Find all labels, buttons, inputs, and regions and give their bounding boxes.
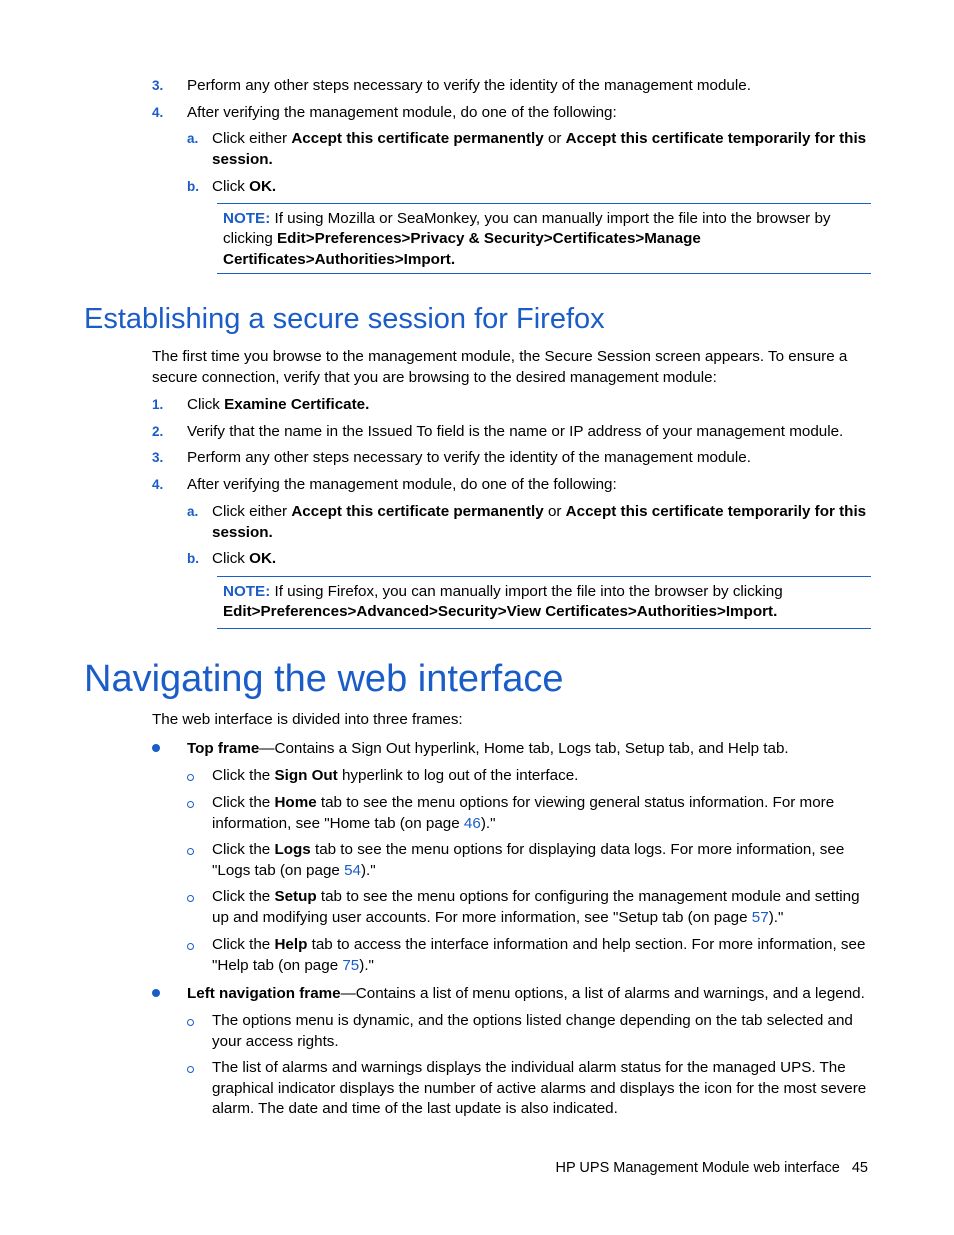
note-label: NOTE: bbox=[223, 210, 271, 227]
circle-bullet-icon bbox=[187, 895, 194, 902]
page-link[interactable]: 75 bbox=[342, 956, 360, 974]
page-link[interactable]: 46 bbox=[463, 814, 481, 832]
list-item: The options menu is dynamic, and the options listed change depending on the tab selected and your access rights. bbox=[212, 1012, 853, 1050]
page-link[interactable]: 57 bbox=[751, 908, 769, 926]
circle-bullet-icon bbox=[187, 943, 194, 950]
substep-text: Click either Accept this certificate permanently or Accept this certificate temporarily for this session. bbox=[212, 130, 867, 168]
list-item: Click the Home tab to see the menu options for viewing general status information. For more information, see "Home tab (on page 46)." bbox=[212, 794, 835, 832]
substep-letter: b. bbox=[187, 179, 199, 194]
list-item: Click the Setup tab to see the menu options for configuring the management module and setting up and modifying user accounts. For more information, see "Setup tab (on page 57)." bbox=[212, 888, 860, 926]
step-number: 1. bbox=[152, 397, 164, 412]
chapter-heading: Navigating the web interface bbox=[84, 658, 564, 700]
substep-letter: b. bbox=[187, 551, 199, 566]
bullet-icon bbox=[152, 989, 160, 997]
bullet-text: Left navigation frame—Contains a list of menu options, a list of alarms and warnings, and a legend. bbox=[187, 985, 865, 1002]
note-box: NOTE: If using Firefox, you can manually import the file into the browser by clicking Edit>Preferences>Advanced>Security>View Certificates>Authorities>Import. bbox=[217, 576, 871, 629]
circle-bullet-icon bbox=[187, 1066, 194, 1073]
section-intro: The first time you browse to the management module, the Secure Session screen appears. To ensure a secure connection, verify that you are browsing to the desired management module: bbox=[152, 348, 848, 386]
step-text: After verifying the management module, do one of the following: bbox=[187, 104, 617, 121]
step-number: 4. bbox=[152, 105, 164, 120]
step-text: Verify that the name in the Issued To field is the name or IP address of your management module. bbox=[187, 423, 844, 440]
step-text: Perform any other steps necessary to verify the identity of the management module. bbox=[187, 77, 751, 94]
step-text: After verifying the management module, do one of the following: bbox=[187, 476, 617, 493]
step-number: 4. bbox=[152, 477, 164, 492]
note-label: NOTE: bbox=[223, 583, 271, 600]
substep-letter: a. bbox=[187, 504, 199, 519]
list-item: Click the Logs tab to see the menu options for displaying data logs. For more information, see "Logs tab (on page 54)." bbox=[212, 841, 845, 879]
list-item: The list of alarms and warnings displays the individual alarm status for the managed UPS. The graphical indicator displays the number of active alarms and displays the icon for the most severe alarm. The date and time of the last update is also indicated. bbox=[212, 1059, 867, 1118]
substep-letter: a. bbox=[187, 131, 199, 146]
list-item: Click the Help tab to access the interface information and help section. For more information, see "Help tab (on page 75)." bbox=[212, 936, 866, 974]
substep-text: Click OK. bbox=[212, 178, 277, 195]
circle-bullet-icon bbox=[187, 801, 194, 808]
bullet-text: Top frame—Contains a Sign Out hyperlink, Home tab, Logs tab, Setup tab, and Help tab. bbox=[187, 740, 789, 757]
circle-bullet-icon bbox=[187, 1019, 194, 1026]
substep-text: Click OK. bbox=[212, 550, 277, 567]
step-number: 2. bbox=[152, 424, 164, 439]
step-number: 3. bbox=[152, 450, 164, 465]
step-text: Perform any other steps necessary to verify the identity of the management module. bbox=[187, 449, 751, 466]
page-footer bbox=[556, 1158, 868, 1178]
circle-bullet-icon bbox=[187, 774, 194, 781]
step-text: Click Examine Certificate. bbox=[187, 396, 370, 413]
substep-text: Click either Accept this certificate permanently or Accept this certificate temporarily for this session. bbox=[212, 503, 867, 541]
footer-title: HP UPS Management Module web interface bbox=[555, 1160, 840, 1176]
section-intro: The web interface is divided into three frames: bbox=[152, 711, 463, 728]
bullet-icon bbox=[152, 744, 160, 752]
list-item: Click the Sign Out hyperlink to log out of the interface. bbox=[212, 767, 579, 784]
note-box: NOTE: If using Mozilla or SeaMonkey, you can manually import the file into the browser by clicking Edit>Preferences>Privacy & Security>Certificates>Manage Certificates>Authorities>Import. bbox=[217, 203, 871, 274]
step-number: 3. bbox=[152, 78, 164, 93]
page-link[interactable]: 54 bbox=[344, 861, 361, 879]
circle-bullet-icon bbox=[187, 848, 194, 855]
page-number: 45 bbox=[851, 1160, 868, 1176]
section-heading: Establishing a secure session for Firefox bbox=[84, 303, 605, 335]
